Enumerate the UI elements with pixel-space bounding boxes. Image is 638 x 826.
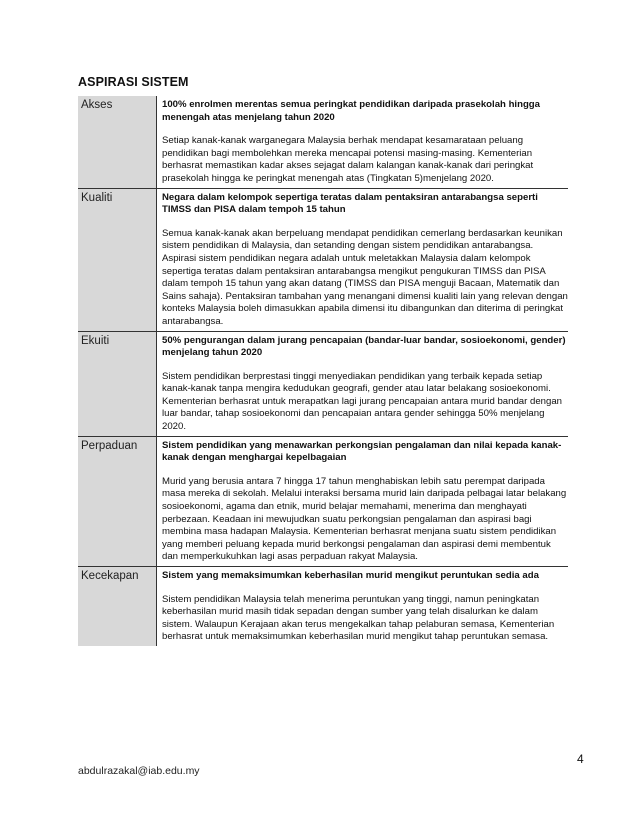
row-content [156, 332, 568, 436]
row-content [156, 96, 568, 188]
footer-email: abdulrazakal@iab.edu.my [78, 765, 200, 777]
row-heading: 50% pengurangan dalam jurang pencapaian (bandar-luar bandar, sosioekonomi, gender) menjelang tahun 2020 [162, 334, 566, 359]
row-body: Sistem pendidikan berprestasi tinggi menyediakan pendidikan yang terbaik kepada setiap kanak-kanak tanpa mengira kedudukan geografi, gender atau latar belakang sosioekonomi. Kementerian berhasrat untuk merapatkan lagi jurang pencapaian antara murid bandar dengan luar bandar, tahap sosioekonomi dan pencapaian antara gender sehingga 50% menjelang 2020. [162, 370, 563, 433]
row-label: Akses [78, 96, 156, 188]
aspiration-table [78, 96, 568, 646]
row-body: Semua kanak-kanak akan berpeluang mendapat pendidikan cemerlang berdasarkan keunikan sistem pendidikan di Malaysia, dan setanding dengan sistem pendidikan antarabangsa. Aspirasi sistem pendidikan negara adalah untuk meletakkan Malaysia dalam kelompok sepertiga teratas dalam pentaksiran antarabangsa mengikut pengukuran TIMSS dan PISA dalam tempoh 15 tahun yang akan datang (TIMSS dan PISA menguji Bacaan, Matematik dan Sains sahaja). Pentaksiran tambahan yang menangani dimensi kualiti lain yang relevan dengan konteks Malaysia boleh dimasukkan apabila dimensi itu dibangunkan dan diterima di peringkat antarabangsa. [162, 227, 568, 327]
row-label: Perpaduan [78, 437, 156, 566]
page-title: ASPIRASI SISTEM [78, 75, 189, 89]
row-heading: Negara dalam kelompok sepertiga teratas dalam pentaksiran antarabangsa seperti TIMSS dan PISA dalam tempoh 15 tahun [162, 191, 538, 216]
row-heading: 100% enrolmen merentas semua peringkat pendidikan daripada prasekolah hingga menengah atas menjelang tahun 2020 [162, 99, 541, 123]
row-content [156, 437, 568, 566]
row-label: Kecekapan [78, 567, 156, 646]
row-perpaduan [78, 436, 568, 566]
row-heading: Sistem pendidikan yang menawarkan perkongsian pengalaman dan nilai kepada kanak-kanak dengan menghargai kepelbagaian [162, 439, 562, 464]
row-content [156, 189, 568, 331]
row-body: Sistem pendidikan Malaysia telah menerima peruntukan yang tinggi, namun peningkatan keberhasilan murid masih tidak sepadan dengan sumber yang telah disalurkan ke dalam sistem. Walaupun Kerajaan akan terus mengekalkan tahap pelaburan semasa, Kementerian berhasrat untuk memaksimumkan keberhasilan murid mengikut tahap peruntukan semasa. [162, 593, 555, 643]
row-body: Setiap kanak-kanak warganegara Malaysia berhak mendapat kesamarataan peluang pendidikan bagi membolehkan mereka mencapai potensi masing-masing. Kementerian berhasrat memastikan kadar akses sejagat dalam kalangan kanak-kanak dari peringkat prasekolah hingga ke peringkat menengah atas (Tingkatan 5)menjelang 2020. [162, 135, 534, 184]
page-number: 4 [577, 752, 584, 766]
row-kecekapan [78, 566, 568, 646]
row-kualiti [78, 188, 568, 331]
row-label: Kualiti [78, 189, 156, 331]
row-label: Ekuiti [78, 332, 156, 436]
row-heading: Sistem yang memaksimumkan keberhasilan murid mengikut peruntukan sedia ada [162, 570, 539, 581]
row-ekuiti [78, 331, 568, 436]
row-akses [78, 96, 568, 188]
row-body: Murid yang berusia antara 7 hingga 17 tahun menghabiskan lebih satu perempat daripada masa mereka di sekolah. Melalui interaksi bersama murid lain daripada pelbagai latar belakang sosioekonomi, agama dan etnik, murid belajar memahami, menerima dan menghayati perbezaan. Keadaan ini mewujudkan suatu perkongsian pengalaman dan aspirasi bagi membina masa hadapan Malaysia. Kementerian berhasrat menjana suatu sistem pendidikan yang memberi peluang kepada murid berkongsi pengalaman dan aspirasi demi membentuk dan memperkukuhkan lagi asas perpaduan rakyat Malaysia. [162, 475, 567, 563]
row-content [156, 567, 568, 646]
